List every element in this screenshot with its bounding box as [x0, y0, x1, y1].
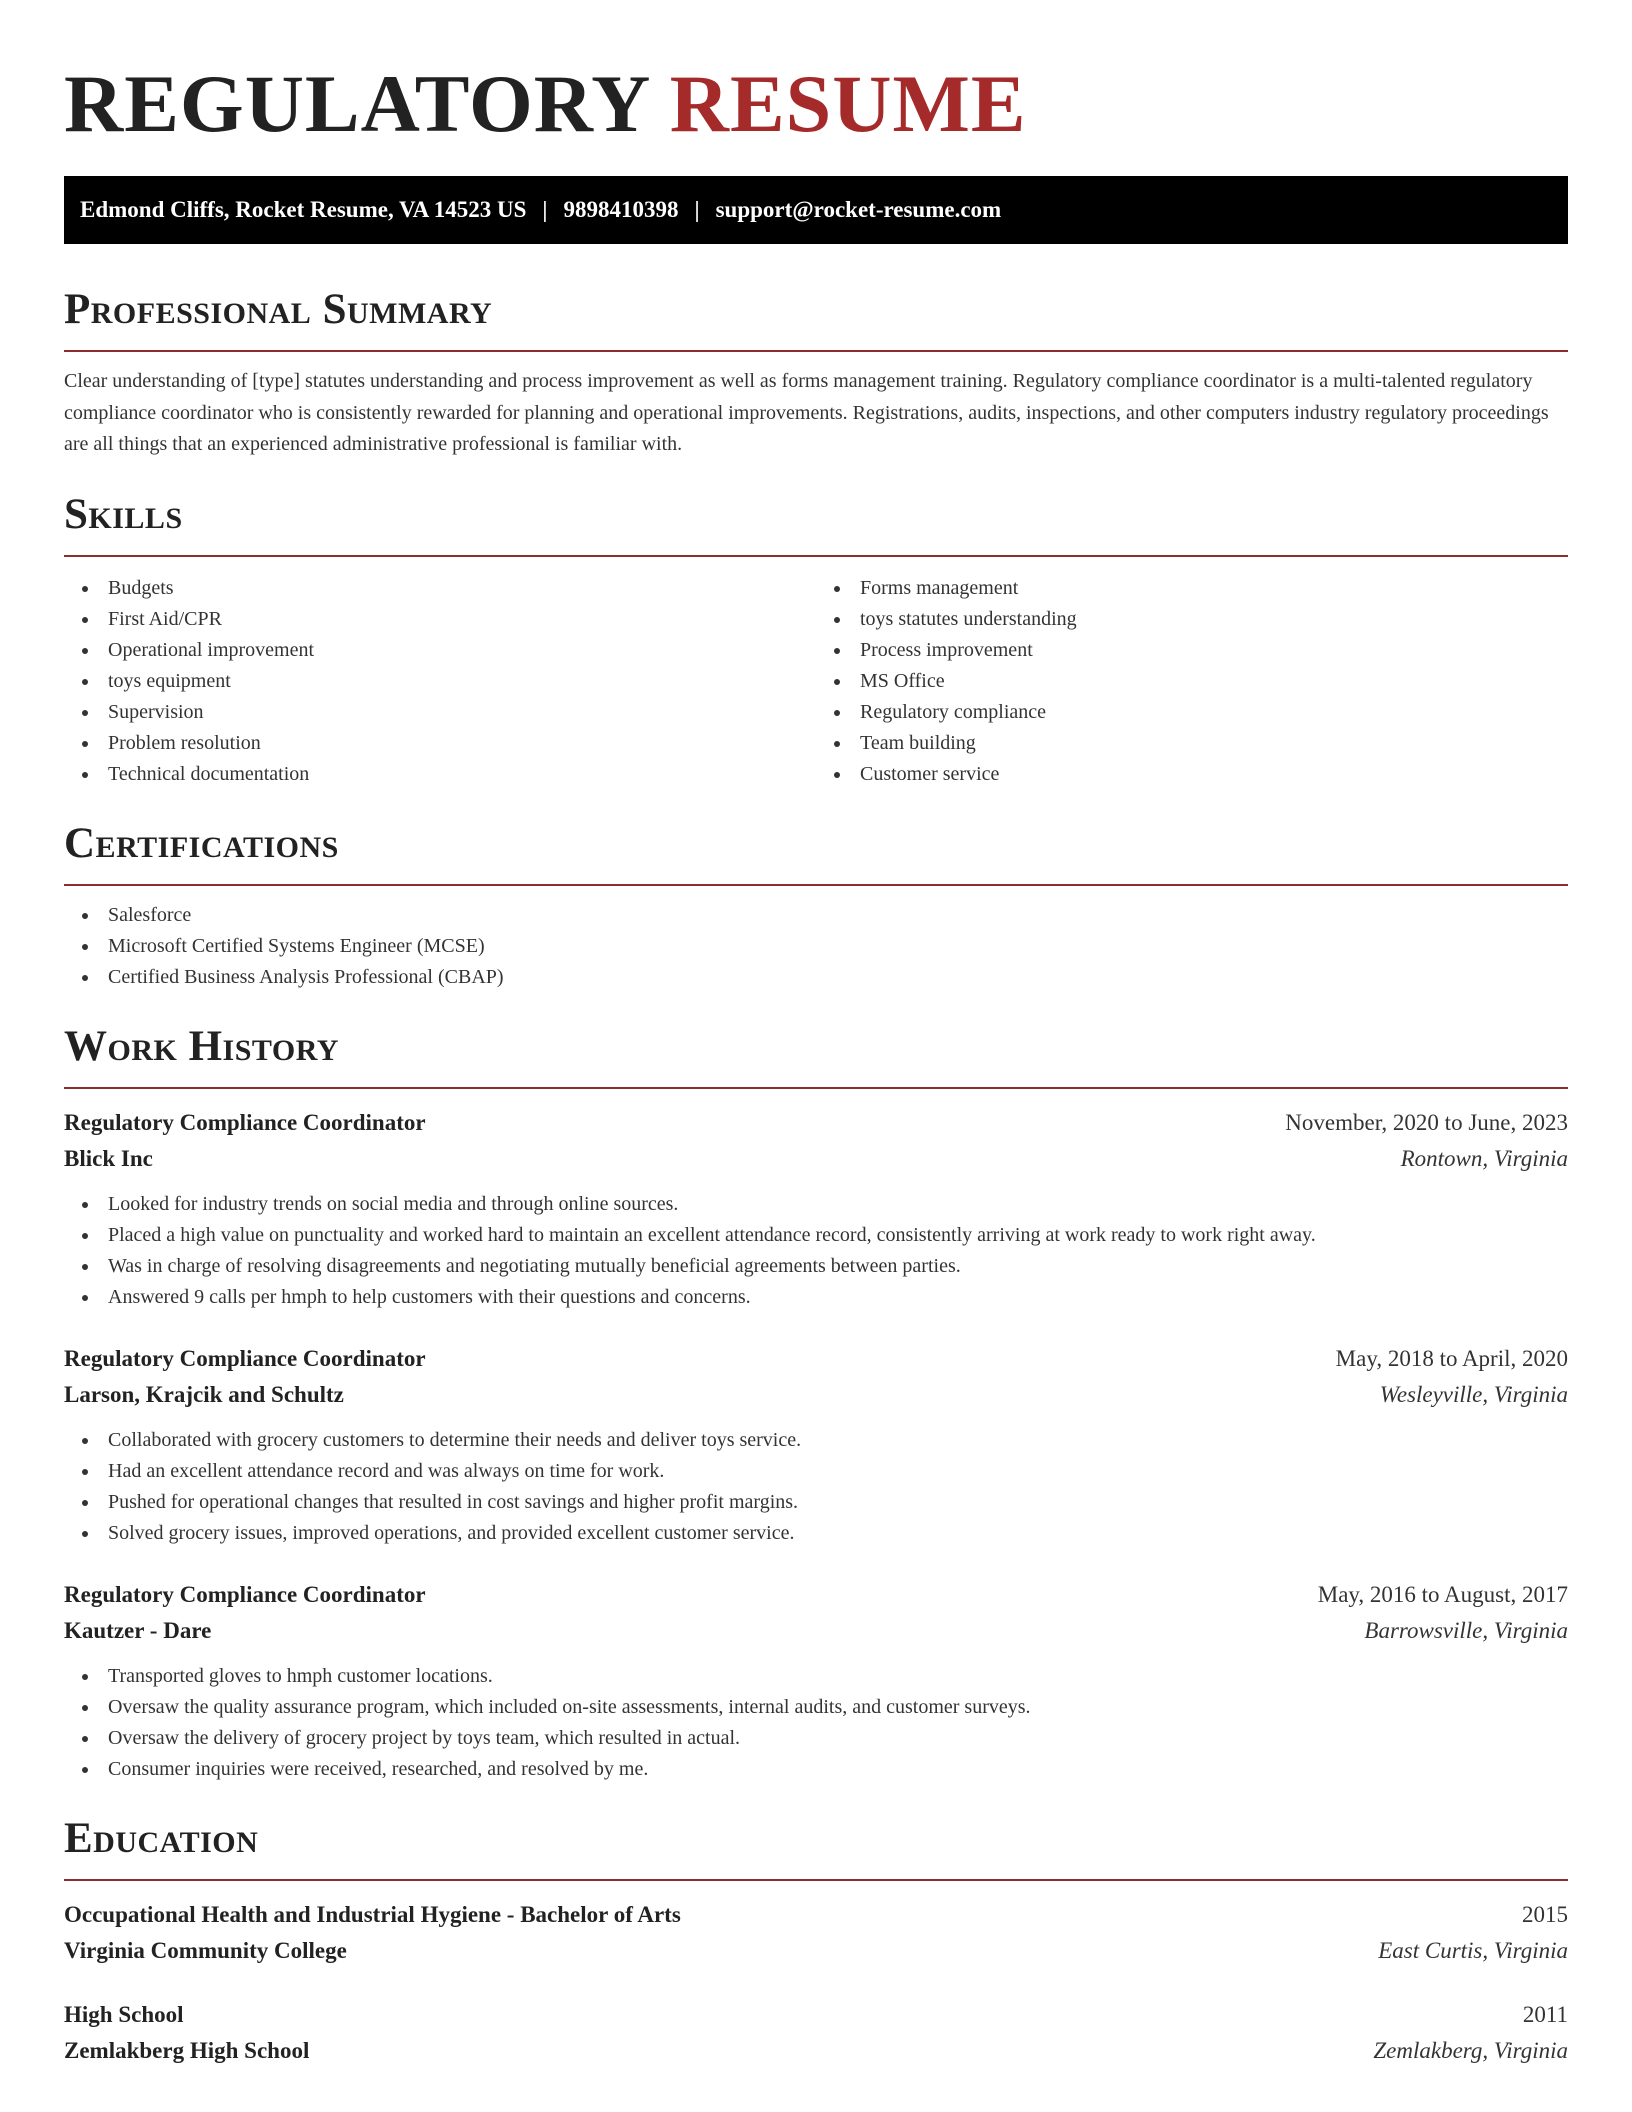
job-entry	[64, 1105, 1568, 1313]
skills-section	[64, 489, 1568, 790]
section-divider	[64, 1879, 1568, 1881]
education-school: Zemlakberg High School	[64, 2037, 310, 2063]
skill-item: Budgets	[64, 573, 816, 604]
certifications-heading: Certifications	[64, 819, 339, 867]
title-accent: RESUME	[669, 58, 1027, 149]
section-divider	[64, 555, 1568, 557]
job-title: Regulatory Compliance Coordinator	[64, 1345, 426, 1371]
contact-phone: 9898410398	[563, 197, 679, 222]
education-degree: Occupational Health and Industrial Hygiene - Bachelor of Arts	[64, 1901, 681, 1927]
skill-item: Team building	[816, 728, 1568, 759]
job-duty: Was in charge of resolving disagreements and negotiating mutually beneficial agreements between parties.	[64, 1251, 1568, 1282]
skill-item: Regulatory compliance	[816, 697, 1568, 728]
work-history-heading: Work History	[64, 1022, 339, 1070]
contact-bar	[64, 176, 1568, 244]
summary-section	[64, 284, 1568, 461]
certifications-section	[64, 818, 1568, 993]
skill-item: toys statutes understanding	[816, 604, 1568, 635]
job-duty: Pushed for operational changes that resulted in cost savings and higher profit margins.	[64, 1487, 1568, 1518]
job-duty: Oversaw the delivery of grocery project by toys team, which resulted in actual.	[64, 1723, 1568, 1754]
job-company: Blick Inc	[64, 1145, 153, 1171]
job-header	[64, 1577, 1568, 1613]
job-title: Regulatory Compliance Coordinator	[64, 1109, 426, 1135]
contact-separator: |	[542, 197, 548, 222]
job-header	[64, 1341, 1568, 1377]
work-history-section	[64, 1021, 1568, 1785]
job-duty: Solved grocery issues, improved operations, and provided excellent customer service.	[64, 1518, 1568, 1549]
certification-item: Salesforce	[64, 900, 1568, 931]
job-location: Barrowsville, Virginia	[1364, 1617, 1568, 1643]
education-location: Zemlakberg, Virginia	[1373, 2037, 1568, 2063]
education-subheader	[64, 2033, 1568, 2069]
job-subheader	[64, 1377, 1568, 1413]
job-dates: May, 2016 to August, 2017	[1317, 1581, 1568, 1607]
job-subheader	[64, 1141, 1568, 1177]
skill-item: Supervision	[64, 697, 816, 728]
job-entry	[64, 1341, 1568, 1549]
job-location: Rontown, Virginia	[1400, 1145, 1568, 1171]
job-dates: November, 2020 to June, 2023	[1285, 1109, 1568, 1135]
certification-item: Certified Business Analysis Professional (CBAP)	[64, 962, 1568, 993]
resume-title	[64, 48, 1568, 160]
job-company: Larson, Krajcik and Schultz	[64, 1381, 344, 1407]
skills-column-left	[64, 573, 816, 790]
skills-heading: Skills	[64, 490, 183, 538]
education-header	[64, 1997, 1568, 2033]
job-duty: Consumer inquiries were received, researched, and resolved by me.	[64, 1754, 1568, 1785]
education-section	[64, 1813, 1568, 2069]
skill-item: First Aid/CPR	[64, 604, 816, 635]
education-location: East Curtis, Virginia	[1378, 1937, 1568, 1963]
job-duty: Transported gloves to hmph customer locations.	[64, 1661, 1568, 1692]
job-duties	[64, 1189, 1568, 1313]
skills-list-left	[64, 573, 816, 790]
contact-address: Edmond Cliffs, Rocket Resume, VA 14523 US	[80, 197, 527, 222]
summary-heading: Professional Summary	[64, 286, 493, 333]
skills-grid	[64, 573, 1568, 790]
job-location: Wesleyville, Virginia	[1379, 1381, 1568, 1407]
job-subheader	[64, 1613, 1568, 1649]
job-duty: Had an excellent attendance record and was always on time for work.	[64, 1456, 1568, 1487]
job-duty: Collaborated with grocery customers to determine their needs and deliver toys service.	[64, 1425, 1568, 1456]
job-header	[64, 1105, 1568, 1141]
education-header	[64, 1897, 1568, 1933]
education-entry	[64, 1897, 1568, 1969]
education-year: 2015	[1522, 1901, 1568, 1927]
education-heading: Education	[64, 1814, 259, 1862]
certifications-list	[64, 900, 1568, 993]
certification-item: Microsoft Certified Systems Engineer (MCSE)	[64, 931, 1568, 962]
skill-item: Customer service	[816, 759, 1568, 790]
contact-separator: |	[694, 197, 700, 222]
summary-text: Clear understanding of [type] statutes understanding and process improvement as well as forms management training. Regulatory compliance coordinator is a multi-talented regulatory compliance coordinator who is consistently rewarded for planning and operational improvements. Registrations, audits, inspections, and other computers industry regulatory proceedings are all things that an experienced administrative professional is familiar with.	[64, 370, 1549, 455]
section-divider	[64, 350, 1568, 352]
education-degree: High School	[64, 2001, 184, 2027]
skill-item: MS Office	[816, 666, 1568, 697]
job-duties	[64, 1661, 1568, 1785]
skill-item: Forms management	[816, 573, 1568, 604]
skill-item: Process improvement	[816, 635, 1568, 666]
job-duty: Placed a high value on punctuality and worked hard to maintain an excellent attendance record, consistently arriving at work ready to work right away.	[64, 1220, 1568, 1251]
job-dates: May, 2018 to April, 2020	[1335, 1345, 1568, 1371]
contact-email: support@rocket-resume.com	[715, 197, 1002, 222]
job-duty: Oversaw the quality assurance program, which included on-site assessments, internal audits, and customer surveys.	[64, 1692, 1568, 1723]
section-divider	[64, 1087, 1568, 1089]
job-duty: Looked for industry trends on social media and through online sources.	[64, 1189, 1568, 1220]
education-school: Virginia Community College	[64, 1937, 347, 1963]
education-year: 2011	[1522, 2001, 1568, 2027]
skill-item: Problem resolution	[64, 728, 816, 759]
job-duty: Answered 9 calls per hmph to help customers with their questions and concerns.	[64, 1282, 1568, 1313]
job-entry	[64, 1577, 1568, 1785]
skills-column-right	[816, 573, 1568, 790]
job-title: Regulatory Compliance Coordinator	[64, 1581, 426, 1607]
title-main: REGULATORY	[64, 58, 649, 149]
skill-item: Technical documentation	[64, 759, 816, 790]
skills-list-right	[816, 573, 1568, 790]
job-duties	[64, 1425, 1568, 1549]
skill-item: toys equipment	[64, 666, 816, 697]
job-company: Kautzer - Dare	[64, 1617, 212, 1643]
education-subheader	[64, 1933, 1568, 1969]
section-divider	[64, 884, 1568, 886]
skill-item: Operational improvement	[64, 635, 816, 666]
education-entry	[64, 1997, 1568, 2069]
